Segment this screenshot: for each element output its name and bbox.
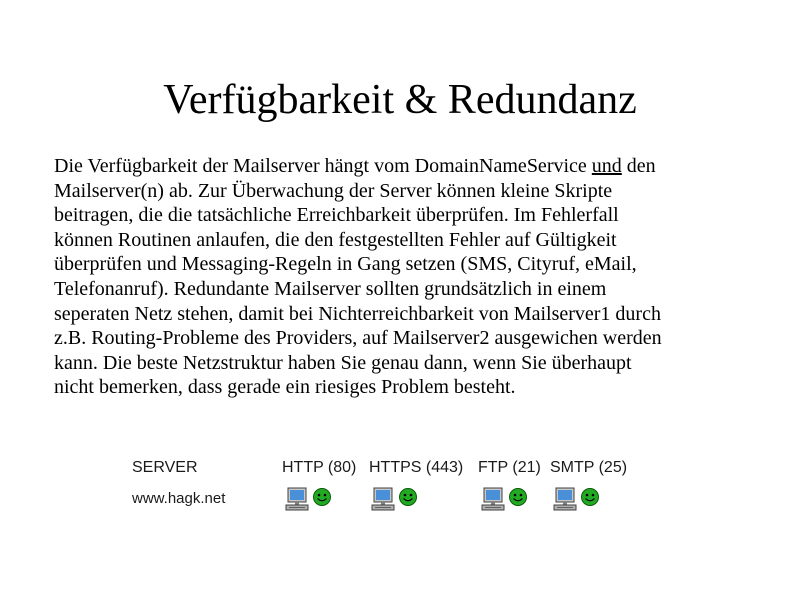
computer-icon [482,488,504,510]
body-paragraph [54,154,744,400]
smiley-ok-icon [314,489,331,506]
paragraph-text: Die Verfügbarkeit der Mailserver hängt vom DomainNameService [54,155,592,177]
paragraph-line: Telefonanruf). Redundante Mailserver sollten grundsätzlich in einem [54,277,607,300]
paragraph-line [54,154,744,179]
paragraph-line: nicht bemerken, dass gerade ein riesiges Problem besteht. [54,376,516,399]
paragraph-text: den [621,155,656,177]
service-status-smtp [552,485,604,513]
computer-icon [286,488,308,510]
service-label-https: HTTPS (443) [369,459,464,476]
service-status-https [370,485,422,513]
server-status-panel [132,458,652,518]
server-hostname: www.hagk.net [132,490,226,507]
computer-icon [372,488,394,510]
smiley-ok-icon [582,489,599,506]
smiley-ok-icon [400,489,417,506]
paragraph-line: seperaten Netz stehen, damit bei Nichterreichbarkeit von Mailserver1 durch [54,302,661,325]
paragraph-line: z.B. Routing-Probleme des Providers, auf Mailserver2 ausgewichen werden [54,327,662,350]
service-label-ftp: FTP (21) [478,459,541,476]
paragraph-line: Mailserver(n) ab. Zur Überwachung der Server können kleine Skripte [54,179,613,202]
paragraph-line: beitragen, die die tatsächliche Erreichbarkeit überprüfen. Im Fehlerfall [54,204,619,227]
paragraph-line: können Routinen anlaufen, die den festgestellten Fehler auf Gültigkeit [54,228,617,251]
service-status-ftp [480,485,532,513]
service-status-http [284,485,336,513]
slide-title: Verfügbarkeit & Redundanz [163,77,637,123]
computer-icon [554,488,576,510]
paragraph-line: überprüfen und Messaging-Regeln in Gang setzen (SMS, Cityruf, eMail, [54,253,637,276]
smiley-ok-icon [510,489,527,506]
service-label-smtp: SMTP (25) [550,459,628,476]
server-label: SERVER [132,459,198,476]
service-label-http: HTTP (80) [282,459,357,476]
paragraph-line: kann. Die beste Netzstruktur haben Sie genau dann, wenn Sie überhaupt [54,351,632,374]
underlined-word: und [591,155,622,177]
